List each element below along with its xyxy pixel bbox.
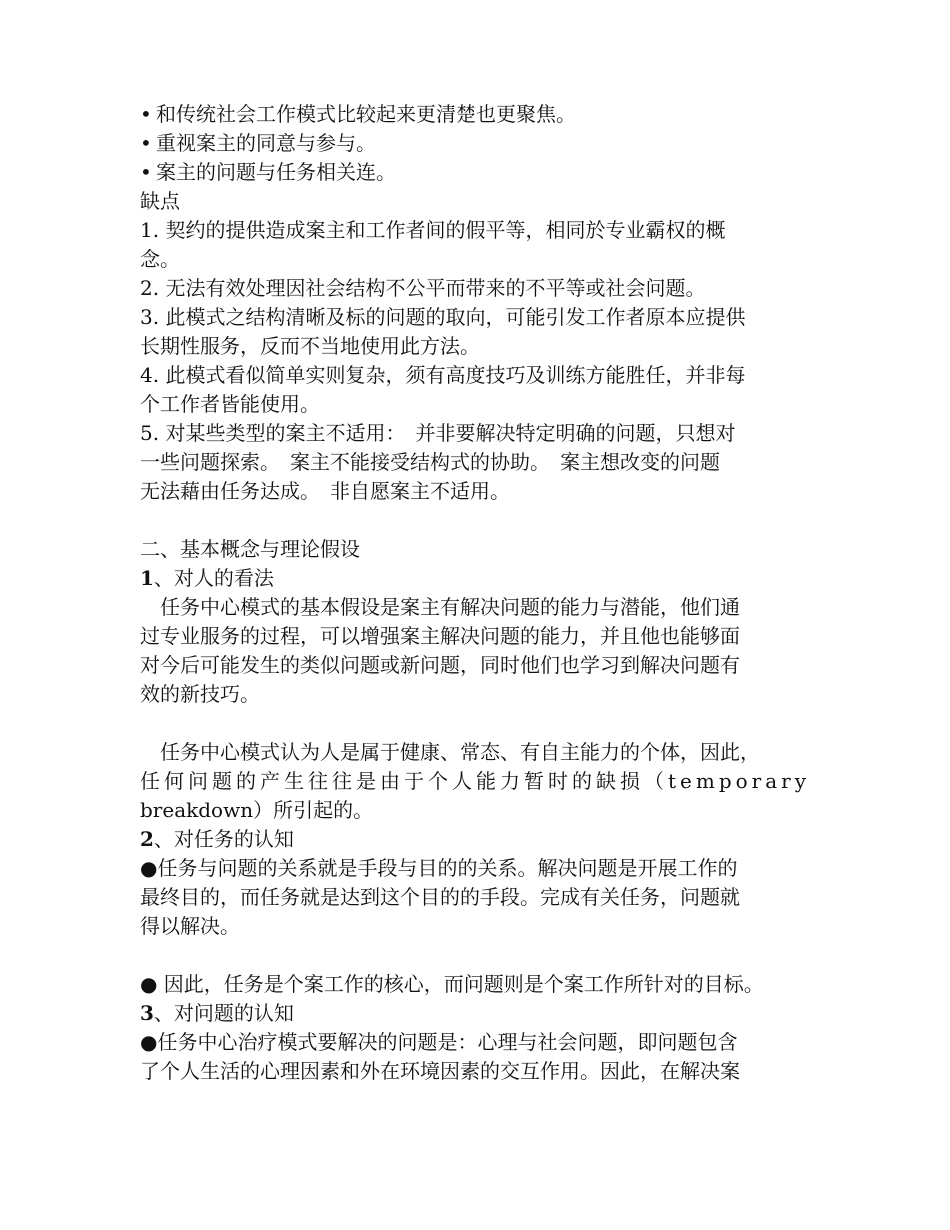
paragraph-task-problem-relation: ●任务与问题的关系就是手段与目的的关系。解决问题是开展工作的 最终目的，而任务就是达到这个目的的手段。完成有关任务，问题就 得以解决。	[140, 856, 740, 938]
spacer	[140, 506, 812, 535]
spacer	[140, 941, 812, 970]
paragraph-task-core: ● 因此，任务是个案工作的核心，而问题则是个案工作所针对的目标。	[140, 972, 764, 996]
disadvantage-item-1: 1. 契约的提供造成案主和工作者间的假平等，相同於专业霸权的概 念。	[140, 218, 726, 271]
subheading-task-cognition: 2、对任务的认知	[140, 827, 294, 851]
advantage-item: • 案主的问题与任务相关连。	[140, 158, 812, 187]
disadvantage-item-4: 4. 此模式看似简单实则复杂，须有高度技巧及训练方能胜任，并非每 个工作者皆能使用。	[140, 363, 746, 416]
subheading-view-of-person: 1、对人的看法	[140, 566, 274, 590]
paragraph-basic-assumption: 任务中心模式的基本假设是案主有解决问题的能力与潜能，他们通 过专业服务的过程，可以增强案主解决问题的能力，并且他也能够面 对今后可能发生的类似问题或新问题，同时他们也学习到解决问题有 效的新技巧。	[140, 595, 740, 706]
disadvantage-item-3: 3. 此模式之结构清晰及标的问题的取向，可能引发工作者原本应提供 长期性服务，反而不当地使用此方法。	[140, 305, 746, 358]
spacer	[140, 709, 812, 738]
bullet-icon: •	[140, 160, 152, 184]
advantage-item: • 重视案主的同意与参与。	[140, 129, 812, 158]
disadvantages-heading: 缺点	[140, 189, 180, 213]
bullet-icon: •	[140, 131, 152, 155]
section-heading: 二、基本概念与理论假设	[140, 537, 360, 561]
disadvantage-item-5: 5. 对某些类型的案主不适用： 并非要解决特定明确的问题，只想对 一些问题探索。 案主不能接受结构式的协助。 案主想改变的问题 无法藉由任务达成。 非自愿案主不适用。	[140, 421, 736, 503]
paragraph-view-of-person: 任务中心模式认为人是属于健康、常态、有自主能力的个体，因此， 任何问题的产生往往是由于个人能力暂时的缺损（temporary breakdown）所引起的。	[140, 740, 811, 822]
document-page	[140, 100, 812, 1086]
subheading-problem-cognition: 3、对问题的认知	[140, 1001, 294, 1025]
advantage-item: • 和传统社会工作模式比较起来更清楚也更聚焦。	[140, 100, 812, 129]
disadvantage-item-2: 2. 无法有效处理因社会结构不公平而带来的不平等或社会问题。	[140, 276, 706, 300]
bullet-icon: •	[140, 102, 152, 126]
paragraph-problem-definition: ●任务中心治疗模式要解决的问题是：心理与社会问题，即问题包含 了个人生活的心理因素和外在环境因素的交互作用。因此，在解决案	[140, 1030, 740, 1083]
